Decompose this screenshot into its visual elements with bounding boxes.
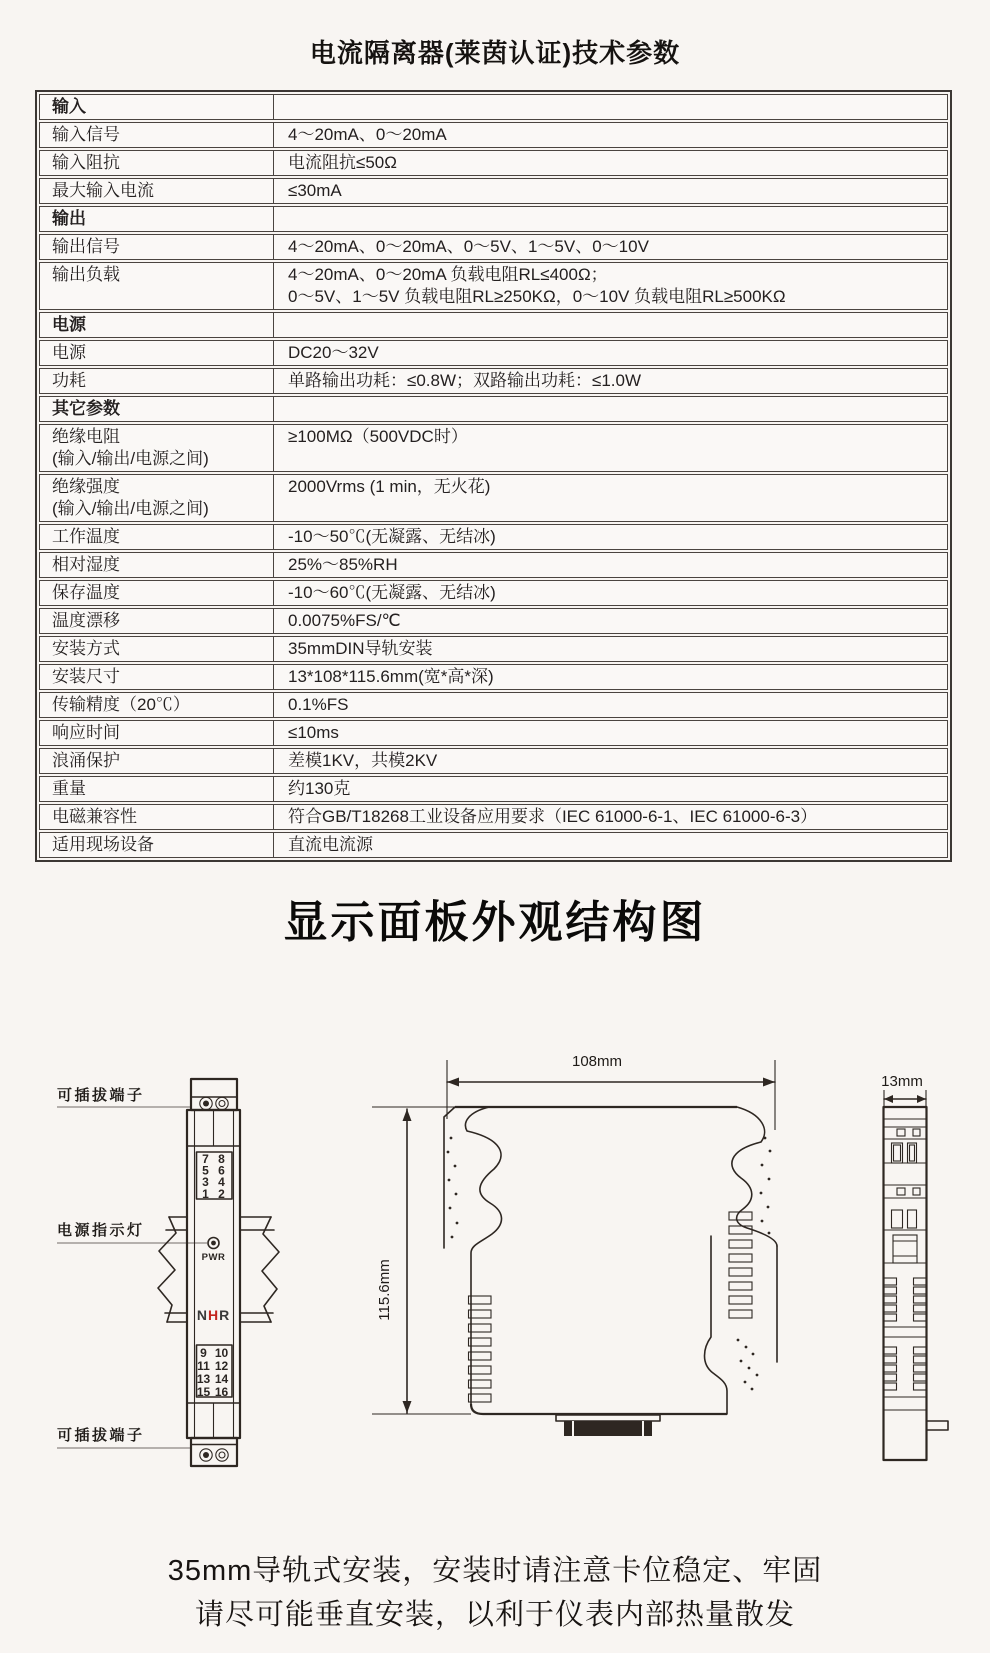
row-label: 浪涌保护 bbox=[52, 751, 120, 770]
table-row bbox=[39, 664, 948, 690]
row-label-cell bbox=[40, 693, 274, 717]
row-label-line2: (输入/输出/电源之间) bbox=[52, 449, 209, 468]
table-row bbox=[39, 720, 948, 746]
row-value: 电流阻抗≤50Ω bbox=[288, 153, 397, 172]
row-label-cell bbox=[40, 179, 274, 203]
row-label: 输出负载 bbox=[52, 265, 120, 284]
row-label: 绝缘强度 bbox=[52, 477, 120, 496]
row-label-cell bbox=[40, 665, 274, 689]
side-slots-upper bbox=[884, 1278, 927, 1321]
page-title: 电流隔离器(莱茵认证)技术参数 bbox=[309, 38, 681, 68]
row-label: 输入信号 bbox=[52, 125, 120, 144]
row-label: 响应时间 bbox=[52, 723, 120, 742]
terminal-number: 16 bbox=[214, 1385, 229, 1399]
row-value: 35mmDIN导轨安装 bbox=[288, 639, 433, 658]
row-value: -10～50℃(无凝露、无结冰) bbox=[288, 527, 496, 546]
row-label: 工作温度 bbox=[52, 527, 120, 546]
din-rail-left bbox=[158, 1217, 187, 1322]
table-row bbox=[39, 474, 948, 522]
row-label: 电源 bbox=[52, 343, 86, 362]
table-row bbox=[39, 804, 948, 830]
width-dimension-label: 108mm bbox=[571, 1053, 623, 1070]
install-note bbox=[0, 1549, 990, 1637]
front-view bbox=[57, 1079, 279, 1466]
row-value: 2000Vrms (1 min，无火花) bbox=[288, 477, 491, 496]
section-title: 显示面板外观结构图 bbox=[283, 898, 707, 947]
row-label-cell bbox=[40, 749, 274, 773]
terminal-number: 10 bbox=[214, 1346, 229, 1360]
row-label-cell bbox=[40, 369, 274, 393]
row-label: 安装尺寸 bbox=[52, 667, 120, 686]
row-value: -10～60℃(无凝露、无结冰) bbox=[288, 583, 496, 602]
terminal-number: 5 bbox=[202, 1163, 209, 1178]
terminal-number: 14 bbox=[214, 1372, 229, 1386]
structure-diagram bbox=[0, 990, 990, 1480]
clip-hook bbox=[927, 1421, 949, 1430]
row-label: 其它参数 bbox=[52, 399, 120, 418]
row-value: 13*108*115.6mm(宽*高*深) bbox=[288, 667, 494, 686]
row-value-cell bbox=[274, 207, 947, 231]
table-row bbox=[39, 748, 948, 774]
terminal-label-top: 可插拔端子 bbox=[57, 1087, 145, 1104]
row-value-cell bbox=[274, 777, 947, 801]
row-label: 最大输入电流 bbox=[52, 181, 154, 200]
row-value-cell bbox=[274, 609, 947, 633]
row-value-cell bbox=[274, 425, 947, 471]
vent-slots-left bbox=[469, 1296, 492, 1402]
terminal-block-bottom bbox=[191, 1438, 237, 1466]
row-value-cell bbox=[274, 721, 947, 745]
terminal-number: 11 bbox=[197, 1359, 210, 1373]
terminal-numbers-bottom bbox=[197, 1346, 229, 1399]
terminal-number: 3 bbox=[202, 1175, 209, 1190]
row-label-cell bbox=[40, 95, 274, 119]
row-value-line2: 0～5V、1～5V 负载电阻RL≥250KΩ，0～10V 负载电阻RL≥500KΩ bbox=[288, 287, 786, 306]
module-body bbox=[187, 1110, 240, 1438]
row-value: ≥100MΩ（500VDC时） bbox=[288, 427, 468, 446]
row-value-cell bbox=[274, 123, 947, 147]
row-value: 4～20mA、0～20mA bbox=[288, 125, 447, 144]
table-row bbox=[39, 580, 948, 606]
row-value: 25%～85%RH bbox=[288, 555, 398, 574]
pwr-label: PWR bbox=[201, 1252, 226, 1263]
row-value: ≤10ms bbox=[288, 723, 339, 742]
row-label: 输入阻抗 bbox=[52, 153, 120, 172]
side-slots-lower bbox=[884, 1347, 927, 1390]
row-label-cell bbox=[40, 525, 274, 549]
row-label: 传输精度（20℃） bbox=[52, 695, 190, 714]
row-label: 适用现场设备 bbox=[52, 835, 154, 854]
terminal-number: 2 bbox=[218, 1186, 225, 1201]
row-value: 4～20mA、0～20mA、0～5V、1～5V、0～10V bbox=[288, 237, 649, 256]
row-value: 0.0075%FS/℃ bbox=[288, 611, 401, 630]
row-label: 输入 bbox=[52, 97, 86, 116]
table-row bbox=[39, 692, 948, 718]
terminal-block-top bbox=[191, 1079, 237, 1110]
row-label-cell bbox=[40, 397, 274, 421]
row-value-cell bbox=[274, 665, 947, 689]
row-label-cell bbox=[40, 235, 274, 259]
height-dimension-label: 115.6mm bbox=[376, 1259, 393, 1321]
row-value-cell bbox=[274, 151, 947, 175]
row-label: 保存温度 bbox=[52, 583, 120, 602]
install-note-line1: 35mm导轨式安装，安装时请注意卡位稳定、牢固 bbox=[167, 1555, 823, 1587]
table-row bbox=[39, 122, 948, 148]
table-row bbox=[39, 312, 948, 338]
side-profile bbox=[444, 1107, 777, 1414]
row-value-cell bbox=[274, 805, 947, 829]
table-row bbox=[39, 776, 948, 802]
top-view bbox=[881, 1073, 948, 1460]
row-label-cell bbox=[40, 833, 274, 857]
row-label: 输出信号 bbox=[52, 237, 120, 256]
row-label: 功耗 bbox=[52, 371, 86, 390]
row-label: 电源 bbox=[52, 315, 86, 334]
table-row bbox=[39, 234, 948, 260]
row-label: 绝缘电阻 bbox=[52, 427, 120, 446]
row-value-cell bbox=[274, 95, 947, 119]
row-label: 输出 bbox=[52, 209, 86, 228]
row-label-cell bbox=[40, 313, 274, 337]
table-row bbox=[39, 424, 948, 472]
row-label-cell bbox=[40, 341, 274, 365]
hatch-dots bbox=[447, 1137, 772, 1391]
row-label: 安装方式 bbox=[52, 639, 120, 658]
table-row bbox=[39, 524, 948, 550]
table-row bbox=[39, 608, 948, 634]
terminal-number: 15 bbox=[196, 1385, 211, 1399]
row-value: 0.1%FS bbox=[288, 695, 349, 714]
row-label: 重量 bbox=[52, 779, 86, 798]
row-value-cell bbox=[274, 637, 947, 661]
terminal-number: 13 bbox=[196, 1372, 211, 1386]
row-value-cell bbox=[274, 475, 947, 521]
row-value: DC20～32V bbox=[288, 343, 379, 362]
row-label-cell bbox=[40, 151, 274, 175]
row-label-cell bbox=[40, 609, 274, 633]
terminal-number: 7 bbox=[202, 1152, 209, 1166]
row-value: 差模1KV，共模2KV bbox=[288, 751, 438, 770]
terminal-number: 9 bbox=[200, 1346, 207, 1360]
terminal-number: 4 bbox=[218, 1175, 225, 1190]
row-value: 符合GB/T18268工业设备应用要求（IEC 61000-6-1、IEC 61000-6-3） bbox=[288, 807, 818, 826]
top-profile bbox=[884, 1107, 949, 1460]
table-row bbox=[39, 636, 948, 662]
table-row bbox=[39, 178, 948, 204]
depth-dimension-label: 13mm bbox=[881, 1073, 923, 1090]
row-label-cell bbox=[40, 207, 274, 231]
row-label: 温度漂移 bbox=[52, 611, 120, 630]
row-value-cell bbox=[274, 833, 947, 857]
terminal-label-bottom: 可插拔端子 bbox=[57, 1427, 145, 1444]
row-label-cell bbox=[40, 805, 274, 829]
table-row bbox=[39, 150, 948, 176]
row-label-line2: (输入/输出/电源之间) bbox=[52, 499, 209, 518]
row-value: 单路输出功耗：≤0.8W；双路输出功耗：≤1.0W bbox=[288, 371, 642, 390]
row-label-cell bbox=[40, 581, 274, 605]
side-view bbox=[372, 1053, 777, 1436]
row-label: 相对湿度 bbox=[52, 555, 120, 574]
row-value: 4～20mA、0～20mA 负载电阻RL≤400Ω； bbox=[288, 265, 608, 284]
row-value-cell bbox=[274, 553, 947, 577]
power-indicator-label: 电源指示灯 bbox=[57, 1222, 145, 1239]
terminal-number: 6 bbox=[218, 1163, 225, 1178]
row-value-cell bbox=[274, 341, 947, 365]
row-label-cell bbox=[40, 777, 274, 801]
row-value-cell bbox=[274, 525, 947, 549]
row-label-cell bbox=[40, 475, 274, 521]
row-value-cell bbox=[274, 749, 947, 773]
table-row bbox=[39, 832, 948, 858]
spec-table bbox=[35, 90, 952, 862]
row-value-cell bbox=[274, 179, 947, 203]
row-label-cell bbox=[40, 637, 274, 661]
terminal-number: 8 bbox=[218, 1152, 225, 1166]
row-value: ≤30mA bbox=[288, 181, 342, 200]
table-row bbox=[39, 94, 948, 120]
row-label-cell bbox=[40, 553, 274, 577]
row-label-cell bbox=[40, 123, 274, 147]
row-value-cell bbox=[274, 263, 947, 309]
row-value: 约130克 bbox=[288, 779, 351, 798]
row-label-cell bbox=[40, 263, 274, 309]
row-label-cell bbox=[40, 425, 274, 471]
table-row bbox=[39, 368, 948, 394]
row-label-cell bbox=[40, 721, 274, 745]
row-value-cell bbox=[274, 313, 947, 337]
row-value-cell bbox=[274, 235, 947, 259]
table-row bbox=[39, 206, 948, 232]
row-value-cell bbox=[274, 693, 947, 717]
install-note-line2: 请尽可能垂直安装，以利于仪表内部热量散发 bbox=[194, 1599, 795, 1631]
table-row bbox=[39, 340, 948, 366]
row-value: 直流电流源 bbox=[288, 835, 373, 854]
terminal-numbers-top bbox=[202, 1152, 225, 1201]
table-row bbox=[39, 552, 948, 578]
row-value-cell bbox=[274, 581, 947, 605]
brand-logo: NHR bbox=[196, 1307, 231, 1323]
din-rail-right bbox=[240, 1217, 279, 1322]
table-row bbox=[39, 396, 948, 422]
row-value-cell bbox=[274, 397, 947, 421]
terminal-number: 12 bbox=[214, 1359, 229, 1373]
row-label: 电磁兼容性 bbox=[52, 807, 137, 826]
terminal-number: 1 bbox=[202, 1186, 209, 1201]
table-row bbox=[39, 262, 948, 310]
din-clip bbox=[556, 1415, 660, 1436]
row-value-cell bbox=[274, 369, 947, 393]
